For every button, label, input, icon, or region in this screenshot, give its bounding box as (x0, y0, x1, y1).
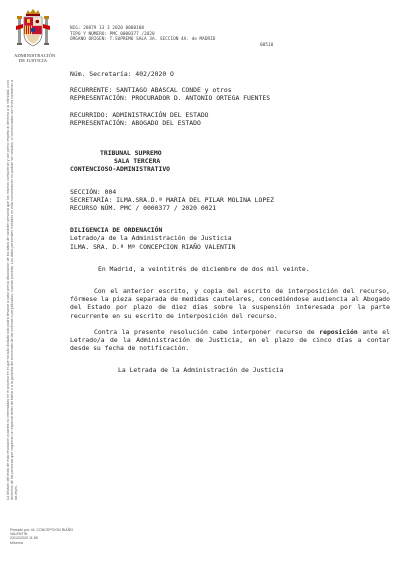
numero-secretaria: Núm. Secretaría: 402/2020 O (70, 70, 174, 78)
date-line: En Madrid, a veintitrés de diciembre de dos mil veinte. (98, 264, 310, 273)
tribunal-title: TRIBUNAL SUPREMO (100, 149, 162, 158)
header-organo: ÓRGANO ORIGEN: T.SUPREMO SALA 3A. SECCION 4A. de MADRID (70, 37, 216, 43)
seccion: SECCIÓN: 004 (70, 187, 117, 196)
letrado-role: Letrado/a de la Administración de Justicia (70, 234, 232, 243)
para2-after: ante el Letrado/a de la Administración de Justicia, en el plazo de cinco días a contar desde su fecha de notificación. (70, 327, 390, 353)
footer-timestamp: 23/12/2020 11:56 (10, 536, 38, 541)
recurrido: RECURRIDO: ADMINISTRACIÓN DEL ESTADO (70, 110, 209, 119)
paragraph-recurso (70, 328, 390, 353)
coat-of-arms-logo (14, 8, 56, 63)
footer-signed-by: Firmado por: M. CONCEPCION RIAÑO (10, 528, 74, 532)
header-tipo: TIPO Y NÚMERO: PMC 0000377 /2020 (70, 31, 155, 37)
recurrente: RECURRENTE: SANTIAGO ABASCAL CONDE y otros (70, 86, 232, 95)
jurisdiccion-title: CONTENCIOSO-ADMINISTRATIVO (70, 165, 171, 174)
letrado-name: ILMA. SRA. D.ª Mª CONCEPCION RIAÑO VALENTIN (70, 242, 236, 251)
sala-title: SALA TERCERA (114, 157, 161, 166)
recurso-numero: RECURSO NÚM. PMC / 0000377 / 2020 0021 (70, 204, 217, 213)
representacion-recurrente: REPRESENTACIÓN: PROCURADOR D. ANTONIO ORTEGA FUENTES (70, 94, 271, 103)
privacy-notice-vertical: La difusión del texto de esta resolución a partes no interesadas en el proceso en el que ha sido dictada sólo podrá llevarse a cabo previa disociación de los datos de carácter personal que los mismos contuvieran y con pleno respeto al derecho a la intimidad, a los derechos de las personas que requieran un especial deber de tutela o a la garantía del anonimato de las víctimas o perjudicados, cuando proceda. Los datos personales incluidos en esta comunicación no podrán ser cedidos, ni comunicados con fines contrarios a las leyes. (6, 80, 19, 500)
paragraph-audiencia: Con el anterior escrito, y copia del escrito de interposición del recurso, fórmese la pieza separada de medidas cautelares, concediéndose audiencia al Abogado del Estado por plazo de diez días sobre la suspensión interesada por la parte recurrente en su escrito de interposición del recurso. (70, 287, 390, 320)
header-nig: NIG: 28079 13 3 2020 0000108 (70, 26, 145, 31)
footer-name: VALENTIN (10, 532, 28, 537)
crest-icon (14, 8, 52, 52)
reposicion-bold: reposición (319, 327, 358, 336)
signature-line: La Letrada de la Administración de Justicia (118, 366, 284, 375)
para2-before: Contra la presente resolución cabe interponer recurso de (94, 327, 320, 336)
representacion-recurrido: REPRESENTACIÓN: ABOGADO DEL ESTADO (70, 118, 201, 127)
document-body (70, 70, 390, 375)
logo-caption: ADMINISTRACIÓN DE JUSTICIA (14, 53, 56, 63)
header-code: 00510 (260, 42, 274, 48)
footer-system: Minerva (10, 540, 23, 545)
secretaria: SECRETARÍA: ILMA.SRA.D.ª MARIA DEL PILAR MOLINA LOPEZ (70, 195, 274, 204)
diligencia-title: DILIGENCIA DE ORDENACIÓN (70, 226, 163, 235)
header-codes (70, 26, 390, 48)
signature-footer (10, 528, 130, 545)
